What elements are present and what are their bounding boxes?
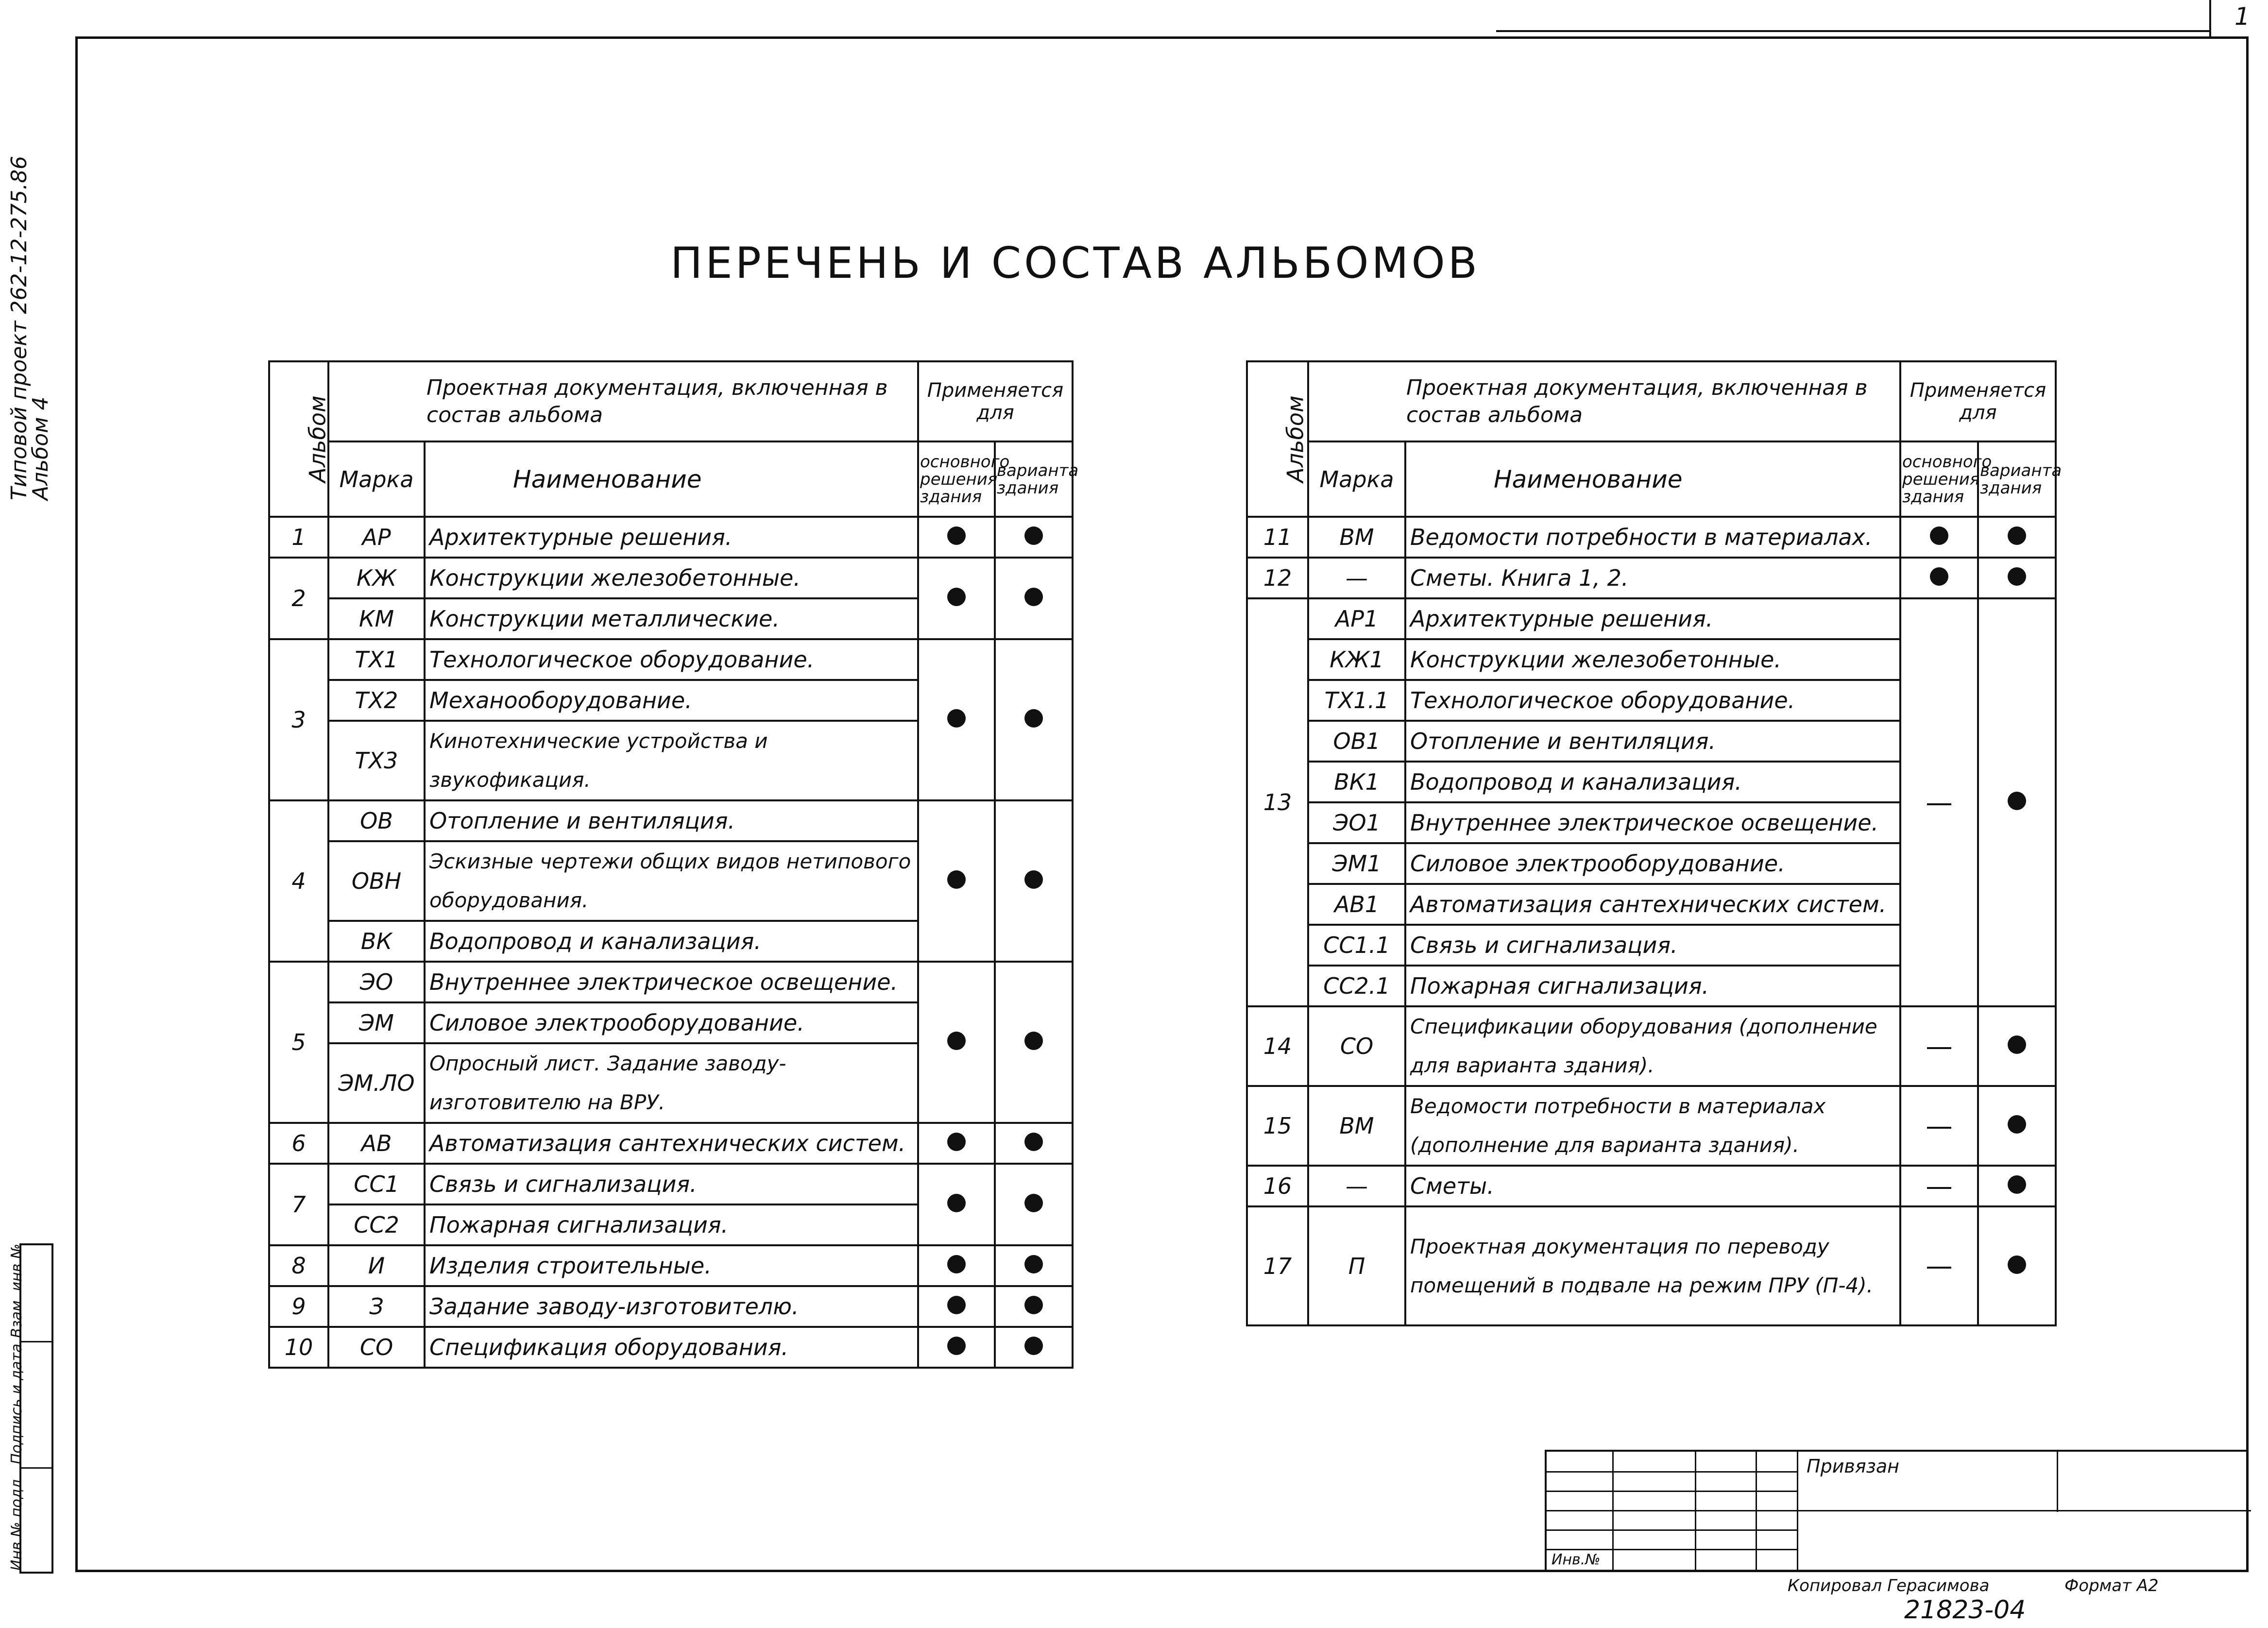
mark-code: ВК1 (1308, 762, 1405, 802)
doc-name: Внутреннее электрическое освещение. (425, 962, 918, 1002)
side-project-line1: Типовой проект 262-12-275.86 (7, 155, 32, 500)
variant-marker (995, 1123, 1073, 1164)
doc-name: Силовое электрооборудование. (425, 1002, 918, 1043)
variant-marker (995, 962, 1073, 1123)
variant-marker (1978, 598, 2056, 1006)
table-row (1247, 558, 2056, 598)
variant-dot-icon (1024, 1296, 1043, 1314)
mark-code: ОВН (328, 841, 425, 921)
variant-marker (1978, 1086, 2056, 1166)
variant-dot-icon (1024, 1255, 1043, 1273)
basic-marker (1900, 1006, 1978, 1086)
mark-code: АР1 (1308, 598, 1405, 639)
side-stamp-replace-inv: Взам. инв.№ (21, 1245, 53, 1342)
mark-code: ОВ (328, 800, 425, 841)
variant-dot-icon (1024, 1337, 1043, 1355)
mark-code: АВ1 (1308, 884, 1405, 925)
basic-dot-icon (947, 1296, 966, 1314)
table-row (269, 639, 1073, 680)
basic-dot-icon (947, 1255, 966, 1273)
doc-name: Водопровод и канализация. (425, 921, 918, 962)
basic-marker (1900, 517, 1978, 558)
table-row (1247, 1006, 2056, 1086)
mark-code: СО (328, 1327, 425, 1368)
album-number: 1 (269, 517, 328, 558)
header-applies: Применяется для (918, 361, 1073, 441)
doc-name: Технологическое оборудование. (425, 639, 918, 680)
table-row (269, 1123, 1073, 1164)
doc-name: Связь и сигнализация. (425, 1164, 918, 1204)
album-number: 16 (1247, 1166, 1308, 1206)
header-basic: основного решения здания (918, 441, 995, 517)
doc-name: Конструкции железобетонные. (425, 558, 918, 598)
doc-name: Кинотехнические устройства и звукофикация. (425, 721, 918, 800)
doc-name: Конструкции железобетонные. (1405, 639, 1900, 680)
basic-marker (918, 962, 995, 1123)
table-row (1247, 598, 2056, 639)
header-variant: варианта здания (995, 441, 1073, 517)
basic-marker (1900, 598, 1978, 1006)
variant-marker (995, 1327, 1073, 1368)
page-title: ПЕРЕЧЕНЬ И СОСТАВ АЛЬБОМОВ (670, 238, 1481, 288)
variant-marker (995, 1286, 1073, 1327)
basic-dash-icon (1927, 1267, 1951, 1269)
doc-name: Автоматизация сантехнических систем. (1405, 884, 1900, 925)
album-number: 6 (269, 1123, 328, 1164)
header-doc-group: Проектная документация, включенная в состав альбома (328, 361, 918, 441)
doc-name: Внутреннее электрическое освещение. (1405, 802, 1900, 843)
variant-marker (1978, 1206, 2056, 1325)
mark-code: ВМ (1308, 1086, 1405, 1166)
variant-dot-icon (2008, 1255, 2026, 1274)
variant-dot-icon (2008, 1175, 2026, 1194)
header-album-label: Альбом (304, 395, 331, 483)
basic-dot-icon (947, 870, 966, 889)
table-row (1247, 1206, 2056, 1325)
variant-marker (1978, 558, 2056, 598)
mark-code: ЭМ1 (1308, 843, 1405, 884)
doc-name: Спецификация оборудования. (425, 1327, 918, 1368)
mark-code: ТХ2 (328, 680, 425, 721)
basic-marker (918, 1164, 995, 1245)
doc-name: Ведомости потребности в материалах. (1405, 517, 1900, 558)
stamp-bound-label: Привязан (1807, 1456, 1899, 1477)
variant-marker (995, 517, 1073, 558)
basic-dot-icon (1930, 526, 1948, 545)
doc-name: Автоматизация сантехнических систем. (425, 1123, 918, 1164)
doc-name: Водопровод и канализация. (1405, 762, 1900, 802)
mark-code: СС1 (328, 1164, 425, 1204)
basic-dot-icon (947, 1337, 966, 1355)
album-number: 7 (269, 1164, 328, 1245)
header-album-cell (269, 361, 331, 517)
variant-marker (1978, 1166, 2056, 1206)
doc-name: Эскизные чертежи общих видов нетипового оборудования. (425, 841, 918, 921)
basic-marker (1900, 558, 1978, 598)
right-album-table (1246, 360, 2062, 1326)
header-mark: Марка (1308, 441, 1405, 517)
doc-name: Связь и сигнализация. (1405, 925, 1900, 966)
variant-dot-icon (2008, 1115, 2026, 1134)
side-project-label (7, 155, 53, 500)
album-number: 10 (269, 1327, 328, 1368)
header-name: Наименование (1405, 441, 1900, 517)
basic-dash-icon (1927, 1127, 1951, 1129)
left-album-table (268, 360, 1079, 1369)
header-name: Наименование (425, 441, 918, 517)
doc-name: Ведомости потребности в материалах (дополнение для варианта здания). (1405, 1086, 1900, 1166)
mark-code: ТХ1 (328, 639, 425, 680)
mark-code: — (1308, 1166, 1405, 1206)
mark-code: ВМ (1308, 517, 1405, 558)
header-album-cell (1247, 361, 1308, 517)
basic-dot-icon (1930, 567, 1948, 586)
basic-marker (1900, 1086, 1978, 1166)
table-row (269, 1164, 1073, 1204)
header-mark: Марка (328, 441, 425, 517)
mark-code: ЭО1 (1308, 802, 1405, 843)
doc-name: Силовое электрооборудование. (1405, 843, 1900, 884)
album-number: 5 (269, 962, 328, 1123)
mark-code: ТХ1.1 (1308, 680, 1405, 721)
header-applies: Применяется для (1900, 361, 2056, 441)
variant-dot-icon (1024, 526, 1043, 545)
doc-name: Проектная документация по переводу помещений в подвале на режим ПРУ (П-4). (1405, 1206, 1900, 1325)
variant-dot-icon (1024, 870, 1043, 889)
variant-dot-icon (2008, 567, 2026, 586)
basic-dot-icon (947, 526, 966, 545)
basic-marker (918, 1286, 995, 1327)
basic-marker (918, 558, 995, 639)
variant-dot-icon (2008, 1035, 2026, 1054)
doc-name: Сметы. Книга 1, 2. (1405, 558, 1900, 598)
basic-marker (918, 1245, 995, 1286)
album-number: 9 (269, 1286, 328, 1327)
variant-dot-icon (1024, 1032, 1043, 1050)
doc-name: Сметы. (1405, 1166, 1900, 1206)
mark-code: П (1308, 1206, 1405, 1325)
variant-marker (1978, 1006, 2056, 1086)
mark-code: ЭО (328, 962, 425, 1002)
variant-dot-icon (1024, 709, 1043, 728)
header-doc-group: Проектная документация, включенная в состав альбома (1308, 361, 1900, 441)
side-project-line2: Альбом 4 (28, 396, 53, 500)
variant-marker (995, 639, 1073, 800)
album-number: 4 (269, 800, 328, 962)
mark-code: З (328, 1286, 425, 1327)
header-basic: основного решения здания (1900, 441, 1978, 517)
doc-name: Изделия строительные. (425, 1245, 918, 1286)
header-album-label: Альбом (1282, 395, 1309, 483)
footer-copied-by: Копировал Герасимова (1788, 1576, 1990, 1595)
mark-code: СС1.1 (1308, 925, 1405, 966)
table-row (269, 1286, 1073, 1327)
header-variant: варианта здания (1978, 441, 2056, 517)
variant-marker (995, 800, 1073, 962)
doc-name: Задание заводу-изготовителю. (425, 1286, 918, 1327)
doc-name: Технологическое оборудование. (1405, 680, 1900, 721)
album-number: 11 (1247, 517, 1308, 558)
top-rule (1496, 30, 2210, 32)
doc-name: Архитектурные решения. (425, 517, 918, 558)
side-stamp-inv-original: Инв.№ подл. (8, 1475, 25, 1571)
mark-code: ЭМ.ЛО (328, 1043, 425, 1123)
variant-marker (995, 1245, 1073, 1286)
table-row (1247, 1086, 2056, 1166)
album-number: 2 (269, 558, 328, 639)
basic-dot-icon (947, 1194, 966, 1212)
mark-code: КМ (328, 598, 425, 639)
table-row (269, 1245, 1073, 1286)
mark-code: — (1308, 558, 1405, 598)
basic-dash-icon (1927, 1187, 1951, 1189)
album-number: 8 (269, 1245, 328, 1286)
album-number: 17 (1247, 1206, 1308, 1325)
sheet-number: 1 (2234, 2, 2250, 31)
variant-marker (995, 558, 1073, 639)
variant-dot-icon (2008, 792, 2026, 810)
mark-code: СО (1308, 1006, 1405, 1086)
side-stamp-signature-date: Подпись и дата (21, 1342, 53, 1469)
basic-marker (1900, 1206, 1978, 1325)
basic-dot-icon (947, 709, 966, 728)
mark-code: СС2.1 (1308, 966, 1405, 1006)
table-row (269, 800, 1073, 841)
variant-dot-icon (1024, 1194, 1043, 1212)
variant-marker (1978, 517, 2056, 558)
variant-marker (995, 1164, 1073, 1245)
basic-dot-icon (947, 1133, 966, 1151)
basic-dash-icon (1927, 1047, 1951, 1049)
basic-marker (918, 1123, 995, 1164)
mark-code: АВ (328, 1123, 425, 1164)
table-row (269, 962, 1073, 1002)
album-number: 12 (1247, 558, 1308, 598)
footer-doc-number: 21823-04 (1904, 1595, 2026, 1625)
mark-code: АР (328, 517, 425, 558)
basic-marker (918, 517, 995, 558)
album-number: 14 (1247, 1006, 1308, 1086)
doc-name: Опросный лист. Задание заводу-изготовителю на ВРУ. (425, 1043, 918, 1123)
doc-name: Пожарная сигнализация. (425, 1204, 918, 1245)
footer-format: Формат А2 (2064, 1576, 2159, 1595)
table-row (269, 558, 1073, 598)
doc-name: Пожарная сигнализация. (1405, 966, 1900, 1006)
doc-name: Механооборудование. (425, 680, 918, 721)
side-stamp (8, 1243, 53, 1574)
table-row (1247, 1166, 2056, 1206)
doc-name: Спецификации оборудования (дополнение для варианта здания). (1405, 1006, 1900, 1086)
variant-dot-icon (1024, 1133, 1043, 1151)
variant-dot-icon (1024, 588, 1043, 606)
album-number: 15 (1247, 1086, 1308, 1166)
basic-marker (918, 1327, 995, 1368)
mark-code: КЖ1 (1308, 639, 1405, 680)
basic-marker (918, 800, 995, 962)
doc-name: Конструкции металлические. (425, 598, 918, 639)
mark-code: ОВ1 (1308, 721, 1405, 762)
album-number: 3 (269, 639, 328, 800)
table-row (269, 517, 1073, 558)
mark-code: ВК (328, 921, 425, 962)
basic-dot-icon (947, 588, 966, 606)
mark-code: ТХ3 (328, 721, 425, 800)
album-number: 13 (1247, 598, 1308, 1006)
basic-dash-icon (1927, 803, 1951, 805)
table-row (1247, 517, 2056, 558)
basic-marker (1900, 1166, 1978, 1206)
mark-code: И (328, 1245, 425, 1286)
doc-name: Отопление и вентиляция. (425, 800, 918, 841)
mark-code: СС2 (328, 1204, 425, 1245)
title-block-stamp (1545, 1450, 2249, 1572)
variant-dot-icon (2008, 526, 2026, 545)
mark-code: КЖ (328, 558, 425, 598)
stamp-inv-label: Инв.№ (1552, 1551, 1601, 1568)
mark-code: ЭМ (328, 1002, 425, 1043)
basic-dot-icon (947, 1032, 966, 1050)
table-row (269, 1327, 1073, 1368)
doc-name: Архитектурные решения. (1405, 598, 1900, 639)
basic-marker (918, 639, 995, 800)
doc-name: Отопление и вентиляция. (1405, 721, 1900, 762)
